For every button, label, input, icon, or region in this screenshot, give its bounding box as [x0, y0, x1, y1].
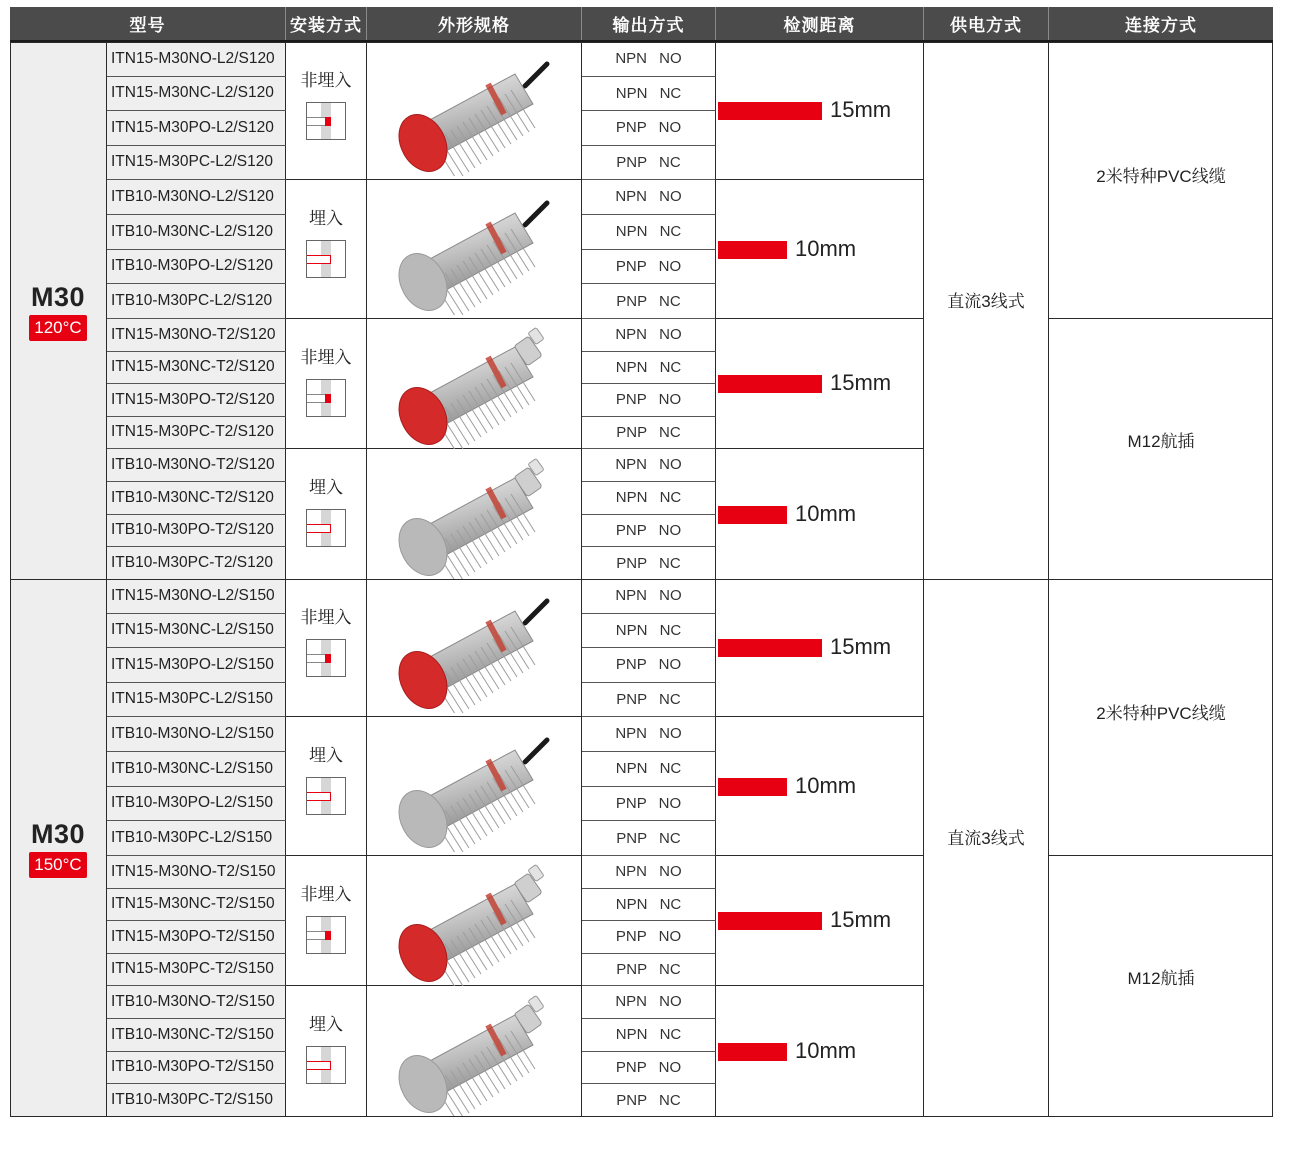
output-type: NPN NO — [582, 449, 716, 482]
distance-value: 10mm — [795, 772, 857, 798]
distance-value: 10mm — [795, 1037, 857, 1063]
shape-cell — [367, 42, 582, 180]
shape-cell — [367, 717, 582, 856]
model-number: ITB10-M30PO-T2/S150 — [107, 1052, 286, 1085]
output-type: NPN NC — [582, 752, 716, 787]
distance-bar — [718, 912, 822, 930]
distance-bar — [718, 639, 822, 657]
non-flush-mount-icon — [306, 102, 346, 140]
distance-cell — [716, 319, 924, 449]
output-type: PNP NC — [582, 146, 716, 181]
output-type: PNP NO — [582, 787, 716, 822]
connector-sensor-flush-icon — [375, 987, 575, 1122]
model-number: ITB10-M30NC-T2/S150 — [107, 1019, 286, 1052]
output-type: NPN NC — [582, 77, 716, 112]
connection-type: 2米特种PVC线缆 — [1096, 704, 1226, 723]
install-method: 埋入 — [309, 1015, 343, 1034]
distance-bar — [718, 778, 787, 796]
header-power: 供电方式 — [924, 7, 1049, 40]
output-type: PNP NO — [582, 515, 716, 548]
size-label: M30 — [30, 281, 86, 312]
flush-mount-icon — [306, 777, 346, 815]
cable-sensor-flush-icon — [375, 722, 575, 857]
connection-type: M12航插 — [1127, 969, 1195, 988]
non-flush-mount-icon — [306, 639, 346, 677]
power-supply: 直流3线式 — [947, 292, 1025, 311]
distance-value: 10mm — [795, 500, 857, 526]
distance-cell — [716, 449, 924, 580]
shape-cell — [367, 579, 582, 717]
model-number: ITN15-M30NO-L2/S120 — [107, 42, 286, 77]
size-cell — [10, 42, 107, 580]
distance-cell — [716, 986, 924, 1117]
power-cell — [924, 42, 1049, 580]
output-type: PNP NO — [582, 384, 716, 417]
output-type: NPN NC — [582, 352, 716, 385]
output-type: NPN NO — [582, 986, 716, 1019]
model-number: ITN15-M30PC-T2/S150 — [107, 954, 286, 987]
cable-sensor-red-face-icon — [375, 583, 575, 718]
connection-cell — [1049, 856, 1273, 1117]
temperature-badge: 150°C — [29, 852, 86, 878]
output-type: NPN NO — [582, 180, 716, 215]
output-type: PNP NC — [582, 417, 716, 450]
install-cell — [286, 449, 367, 580]
shape-cell — [367, 319, 582, 449]
install-method: 非埋入 — [300, 348, 352, 367]
output-type: NPN NC — [582, 614, 716, 649]
temperature-badge: 120°C — [29, 315, 86, 341]
flush-mount-icon — [306, 509, 346, 547]
model-number: ITN15-M30NO-L2/S150 — [107, 579, 286, 614]
install-method: 埋入 — [309, 209, 343, 228]
output-type: NPN NC — [582, 482, 716, 515]
distance-bar — [718, 375, 822, 393]
distance-cell — [716, 42, 924, 180]
distance-cell — [716, 579, 924, 717]
distance-bar — [718, 506, 787, 524]
shape-cell — [367, 856, 582, 986]
flush-mount-icon — [306, 240, 346, 278]
output-type: NPN NO — [582, 717, 716, 752]
model-number: ITB10-M30NC-T2/S120 — [107, 482, 286, 515]
product-group — [10, 42, 1273, 580]
distance-bar — [718, 1043, 787, 1061]
flush-mount-icon — [306, 1046, 346, 1084]
install-method: 埋入 — [309, 478, 343, 497]
model-number: ITB10-M30PO-L2/S120 — [107, 250, 286, 285]
header-output: 输出方式 — [582, 7, 716, 40]
distance-value: 10mm — [795, 235, 857, 261]
model-number: ITB10-M30NC-L2/S120 — [107, 215, 286, 250]
model-number: ITN15-M30NC-L2/S150 — [107, 614, 286, 649]
distance-value: 15mm — [830, 634, 892, 659]
header-shape: 外形规格 — [367, 7, 582, 40]
install-cell — [286, 180, 367, 319]
install-cell — [286, 319, 367, 449]
model-number: ITN15-M30NO-T2/S150 — [107, 856, 286, 889]
model-number: ITN15-M30PC-L2/S120 — [107, 146, 286, 181]
install-cell — [286, 579, 367, 717]
output-type: NPN NC — [582, 215, 716, 250]
output-type: NPN NO — [582, 42, 716, 77]
install-method: 非埋入 — [300, 885, 352, 904]
header-model: 型号 — [10, 7, 286, 40]
header-distance: 检测距离 — [716, 7, 924, 40]
non-flush-mount-icon — [306, 916, 346, 954]
install-method: 埋入 — [309, 746, 343, 765]
connection-type: M12航插 — [1127, 432, 1195, 451]
header-connection: 连接方式 — [1049, 7, 1273, 40]
output-type: PNP NC — [582, 954, 716, 987]
output-type: PNP NO — [582, 250, 716, 285]
distance-cell — [716, 180, 924, 319]
install-method: 非埋入 — [300, 71, 352, 90]
install-cell — [286, 717, 367, 856]
model-number: ITN15-M30PO-T2/S120 — [107, 384, 286, 417]
output-type: PNP NO — [582, 648, 716, 683]
install-method: 非埋入 — [300, 608, 352, 627]
connector-sensor-flush-icon — [375, 450, 575, 585]
output-type: NPN NC — [582, 889, 716, 922]
model-number: ITB10-M30NO-L2/S150 — [107, 717, 286, 752]
cable-sensor-red-face-icon — [375, 46, 575, 181]
spec-table — [10, 7, 1273, 1119]
model-number: ITN15-M30PO-L2/S150 — [107, 648, 286, 683]
model-number: ITN15-M30NO-T2/S120 — [107, 319, 286, 352]
distance-cell — [716, 717, 924, 856]
output-type: NPN NC — [582, 1019, 716, 1052]
model-number: ITN15-M30PO-L2/S120 — [107, 111, 286, 146]
install-cell — [286, 856, 367, 986]
product-group — [10, 579, 1273, 1117]
shape-cell — [367, 986, 582, 1117]
model-number: ITN15-M30PO-T2/S150 — [107, 921, 286, 954]
model-number: ITN15-M30NC-L2/S120 — [107, 77, 286, 112]
distance-value: 15mm — [830, 370, 892, 395]
model-number: ITN15-M30NC-T2/S120 — [107, 352, 286, 385]
install-cell — [286, 986, 367, 1117]
model-number: ITB10-M30NO-T2/S150 — [107, 986, 286, 1019]
model-number: ITB10-M30PO-L2/S150 — [107, 787, 286, 822]
model-number: ITB10-M30PC-T2/S150 — [107, 1084, 286, 1117]
output-type: NPN NO — [582, 579, 716, 614]
output-type: PNP NO — [582, 921, 716, 954]
model-number: ITN15-M30NC-T2/S150 — [107, 889, 286, 922]
output-type: NPN NO — [582, 856, 716, 889]
connection-cell — [1049, 319, 1273, 580]
non-flush-mount-icon — [306, 379, 346, 417]
cable-sensor-flush-icon — [375, 185, 575, 320]
output-type: NPN NO — [582, 319, 716, 352]
model-number: ITB10-M30PC-T2/S120 — [107, 547, 286, 580]
power-supply: 直流3线式 — [947, 829, 1025, 848]
output-type: PNP NC — [582, 1084, 716, 1117]
output-type: PNP NO — [582, 1052, 716, 1085]
distance-bar — [718, 241, 787, 259]
output-type: PNP NO — [582, 111, 716, 146]
connector-sensor-red-face-icon — [375, 856, 575, 991]
output-type: PNP NC — [582, 683, 716, 718]
distance-cell — [716, 856, 924, 986]
header-install: 安装方式 — [286, 7, 367, 40]
power-cell — [924, 579, 1049, 1117]
connector-sensor-red-face-icon — [375, 319, 575, 454]
output-type: PNP NC — [582, 821, 716, 856]
model-number: ITN15-M30PC-T2/S120 — [107, 417, 286, 450]
model-number: ITB10-M30NO-L2/S120 — [107, 180, 286, 215]
model-number: ITN15-M30PC-L2/S150 — [107, 683, 286, 718]
model-number: ITB10-M30NC-L2/S150 — [107, 752, 286, 787]
install-cell — [286, 42, 367, 180]
shape-cell — [367, 180, 582, 319]
connection-type: 2米特种PVC线缆 — [1096, 167, 1226, 186]
connection-cell — [1049, 579, 1273, 856]
distance-value: 15mm — [830, 907, 892, 932]
output-type: PNP NC — [582, 547, 716, 580]
distance-value: 15mm — [830, 97, 892, 122]
shape-cell — [367, 449, 582, 580]
connection-cell — [1049, 42, 1273, 319]
model-number: ITB10-M30PC-L2/S120 — [107, 284, 286, 319]
model-number: ITB10-M30NO-T2/S120 — [107, 449, 286, 482]
model-number: ITB10-M30PO-T2/S120 — [107, 515, 286, 548]
size-cell — [10, 579, 107, 1117]
model-number: ITB10-M30PC-L2/S150 — [107, 821, 286, 856]
distance-bar — [718, 102, 822, 120]
output-type: PNP NC — [582, 284, 716, 319]
size-label: M30 — [30, 818, 86, 849]
